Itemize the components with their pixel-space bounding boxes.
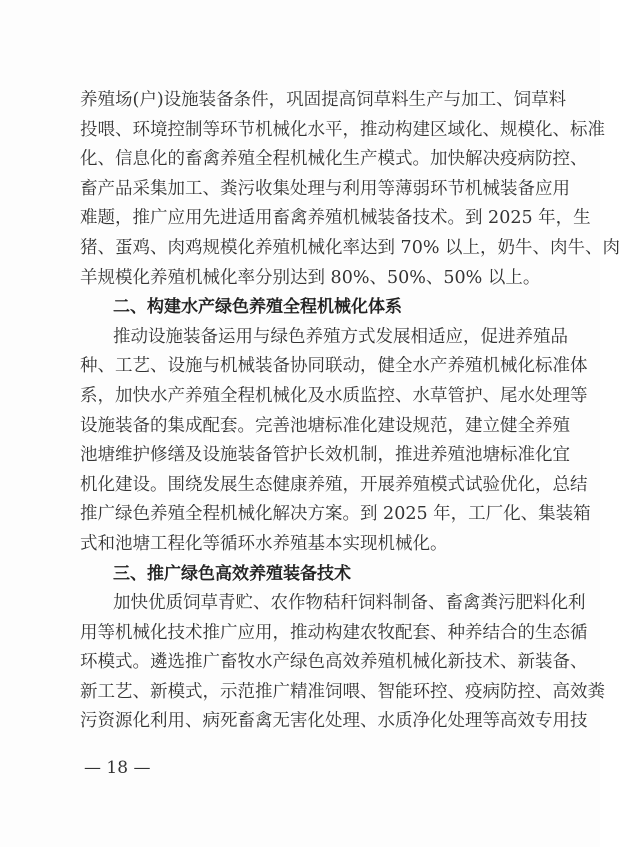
text-line: 设施装备的集成配套。完善池塘标准化建设规范，建立健全养殖 xyxy=(80,415,570,436)
text-line: 新工艺、新模式，示范推广精准饲喂、智能环控、疫病防控、高效粪 xyxy=(80,681,605,702)
text-line: 种、工艺、设施与机械装备协同联动，健全水产养殖机械化标准体 xyxy=(80,356,588,377)
text-line: 化、信息化的畜禽养殖全程机械化生产模式。加快解决疫病防控、 xyxy=(80,149,588,170)
text-line: 猪、蛋鸡、肉鸡规模化养殖机械化率达到 70% 以上，奶牛、肉牛、肉 xyxy=(80,237,620,258)
text-line: 加快优质饲草青贮、农作物秸秆饲料制备、畜禽粪污肥料化利 xyxy=(113,593,586,614)
text-line: 式和池塘工程化等循环水养殖基本实现机械化。 xyxy=(80,533,448,554)
text-line: 机化建设。围绕发展生态健康养殖，开展养殖模式试验优化，总结 xyxy=(80,474,588,495)
text-line: 投喂、环境控制等环节机械化水平，推动构建区域化、规模化、标准 xyxy=(80,119,605,140)
text-line: 推动设施装备运用与绿色养殖方式发展相适应，促进养殖品 xyxy=(113,326,568,347)
text-line: 难题，推广应用先进适用畜禽养殖机械装备技术。到 2025 年，生 xyxy=(80,208,591,229)
text-line: 养殖场(户)设施装备条件，巩固提高饲草料生产与加工、饲草料 xyxy=(80,90,567,110)
text-line: 畜产品采集加工、粪污收集处理与利用等薄弱环节机械装备应用 xyxy=(80,178,570,199)
text-line: 羊规模化养殖机械化率分别达到 80%、50%、50% 以上。 xyxy=(80,267,541,288)
page-number: — 18 — xyxy=(84,758,151,778)
text-line: 污资源化利用、病死畜禽无害化处理、水质净化处理等高效专用技 xyxy=(80,711,588,732)
section-heading: 二、构建水产绿色养殖全程机械化体系 xyxy=(113,297,402,318)
text-line: 环模式。遴选推广畜牧水产绿色高效养殖机械化新技术、新装备、 xyxy=(80,652,588,673)
body-text xyxy=(80,86,620,737)
text-line: 推广绿色养殖全程机械化解决方案。到 2025 年，工厂化、集装箱 xyxy=(80,504,591,525)
section-heading: 三、推广绿色高效养殖装备技术 xyxy=(113,563,351,584)
text-line: 系，加快水产养殖全程机械化及水质监控、水草管护、尾水处理等 xyxy=(80,385,588,406)
text-line: 池塘维护修缮及设施装备管护长效机制，推进养殖池塘标准化宜 xyxy=(80,445,570,466)
text-line: 用等机械化技术推广应用，推动构建农牧配套、种养结合的生态循 xyxy=(80,622,588,643)
